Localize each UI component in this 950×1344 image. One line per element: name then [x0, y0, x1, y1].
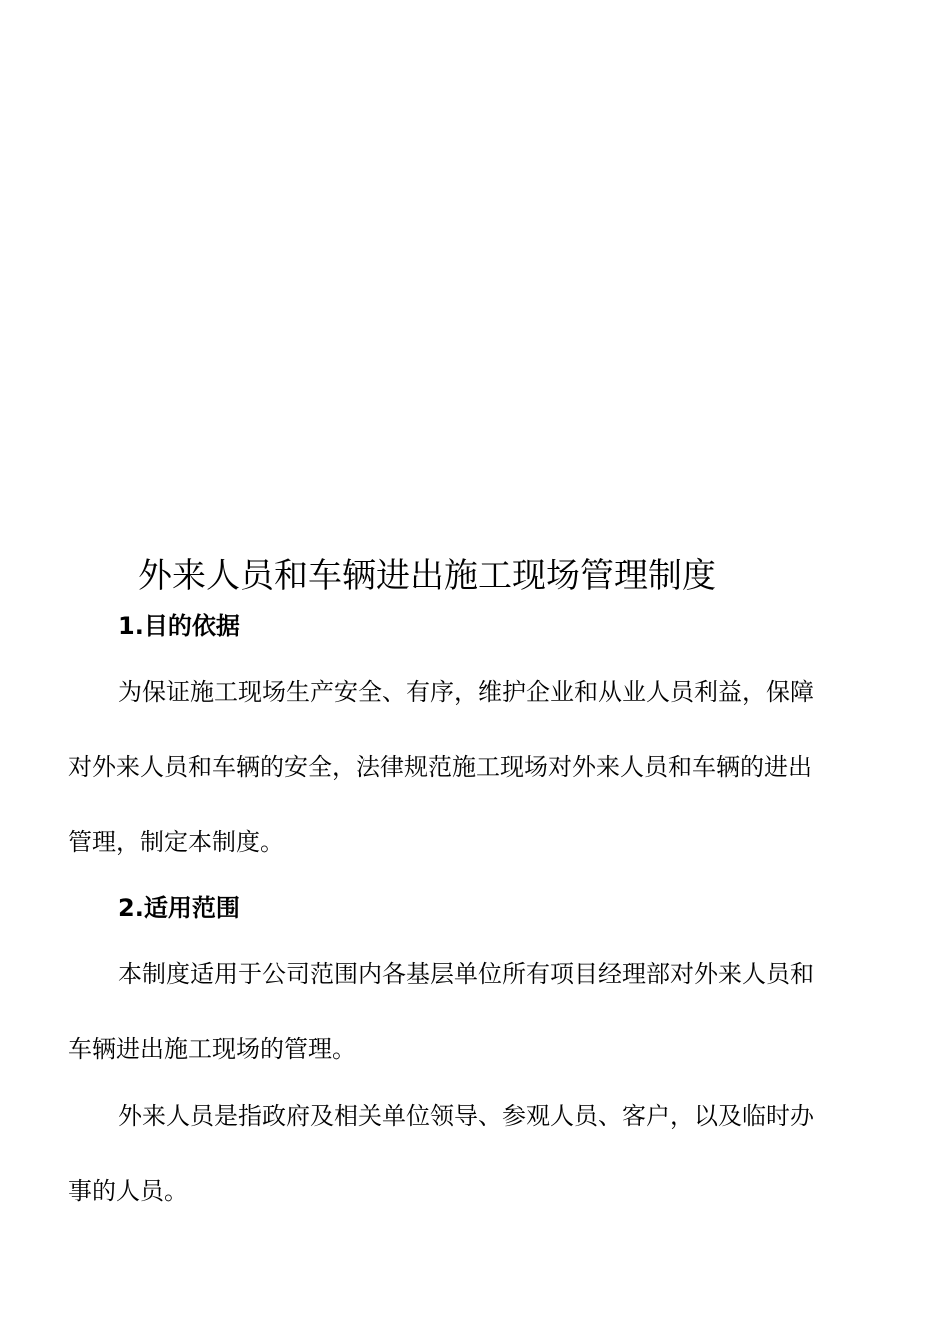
paragraph-line: 为保证施工现场生产安全、有序，维护企业和从业人员利益，保障 [118, 678, 814, 706]
section-heading-scope: 2.适用范围 [118, 894, 240, 922]
paragraph-line: 外来人员是指政府及相关单位领导、参观人员、客户，以及临时办 [118, 1102, 814, 1130]
paragraph-line: 对外来人员和车辆的安全，法律规范施工现场对外来人员和车辆的进出 [68, 753, 812, 781]
document-title: 外来人员和车辆进出施工现场管理制度 [138, 556, 716, 596]
paragraph-line: 本制度适用于公司范围内各基层单位所有项目经理部对外来人员和 [118, 960, 814, 988]
paragraph-line: 事的人员。 [68, 1177, 188, 1205]
paragraph-line: 管理，制定本制度。 [68, 828, 284, 856]
paragraph-line: 车辆进出施工现场的管理。 [68, 1035, 356, 1063]
section-heading-purpose: 1.目的依据 [118, 612, 240, 640]
